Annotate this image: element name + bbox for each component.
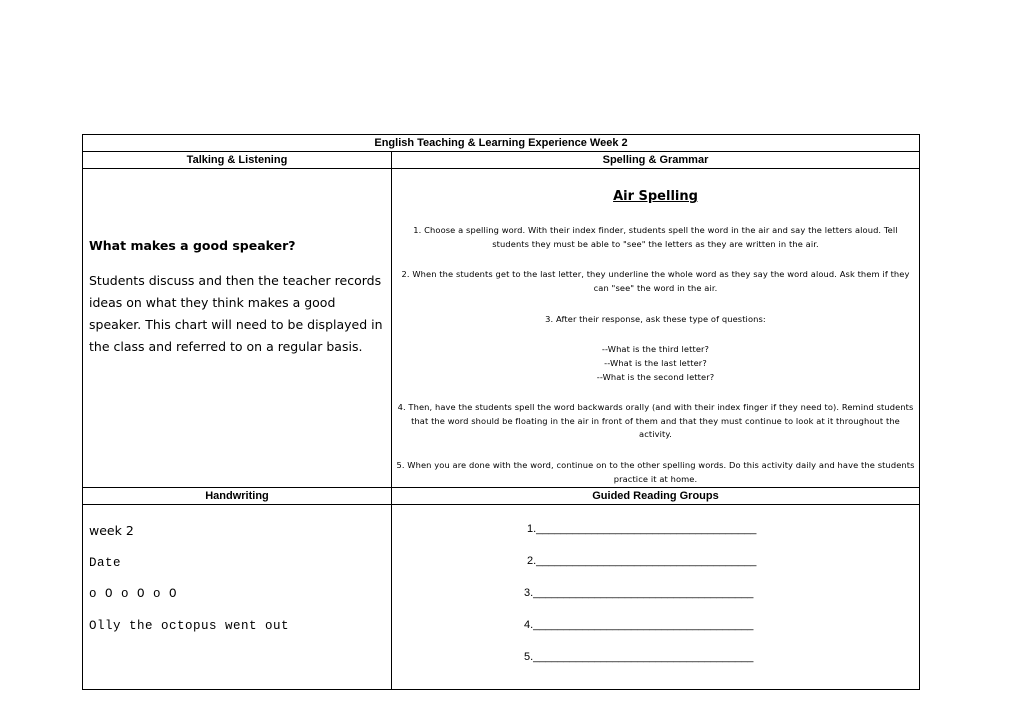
header-row-bottom xyxy=(83,488,919,505)
handwriting-cell xyxy=(83,505,392,689)
header-guided-reading: Guided Reading Groups xyxy=(592,490,719,502)
reading-group-line-5: 5.____________________________________ xyxy=(524,651,754,663)
spelling-step-4: 4. Then, have the students spell the word backwards orally (and with their index finger if they need to). Remind students that the word should be floating in the air in front of them and that they must continue to look at it throughout the activity. xyxy=(397,402,914,439)
handwriting-sentence: Olly the octopus went out xyxy=(89,619,290,633)
handwriting-week: week 2 xyxy=(89,523,134,538)
air-spelling-title: Air Spelling xyxy=(613,189,698,204)
header-row-top xyxy=(83,152,919,169)
talking-description: Students discuss and then the teacher records ideas on what they think makes a good speaker. This chart will need to be displayed in the class and referred to on a regular basis. xyxy=(89,273,383,354)
reading-group-line-4: 4.____________________________________ xyxy=(524,619,754,631)
spelling-step-1: 1. Choose a spelling word. With their index finder, students spell the word in the air and say the letters aloud. Tell students they must be able to "see" the letters as they are written in the air. xyxy=(413,225,898,249)
spelling-step-3: 3. After their response, ask these type of questions: xyxy=(545,314,766,324)
spelling-question-2: --What is the last letter? xyxy=(604,358,707,368)
reading-group-line-3: 3.____________________________________ xyxy=(524,587,754,599)
header-talking-listening: Talking & Listening xyxy=(83,152,392,168)
reading-group-line-2: 2.____________________________________ xyxy=(527,555,757,567)
handwriting-pattern: o O o O o O xyxy=(89,587,178,601)
spelling-question-3: --What is the second letter? xyxy=(596,372,715,382)
lesson-table xyxy=(82,134,920,690)
reading-group-line-1: 1.____________________________________ xyxy=(527,523,757,535)
header-spelling-grammar: Spelling & Grammar xyxy=(602,154,709,166)
table-title: English Teaching & Learning Experience Week 2 xyxy=(83,135,919,152)
talking-question: What makes a good speaker? xyxy=(89,238,296,253)
spelling-question-1: --What is the third letter? xyxy=(601,344,710,354)
spelling-step-5: 5. When you are done with the word, continue on to the other spelling words. Do this activity daily and have the students practice it at home. xyxy=(396,460,915,484)
body-row-bottom xyxy=(83,505,919,689)
talking-listening-cell xyxy=(83,169,392,487)
handwriting-date: Date xyxy=(89,556,122,570)
spelling-grammar-cell xyxy=(392,169,919,487)
body-row-top xyxy=(83,169,919,488)
spelling-step-2: 2. When the students get to the last letter, they underline the whole word as they say the word aloud. Ask them if they can "see" the word in the air. xyxy=(401,269,910,293)
guided-reading-cell xyxy=(392,505,919,689)
header-handwriting: Handwriting xyxy=(83,488,392,504)
